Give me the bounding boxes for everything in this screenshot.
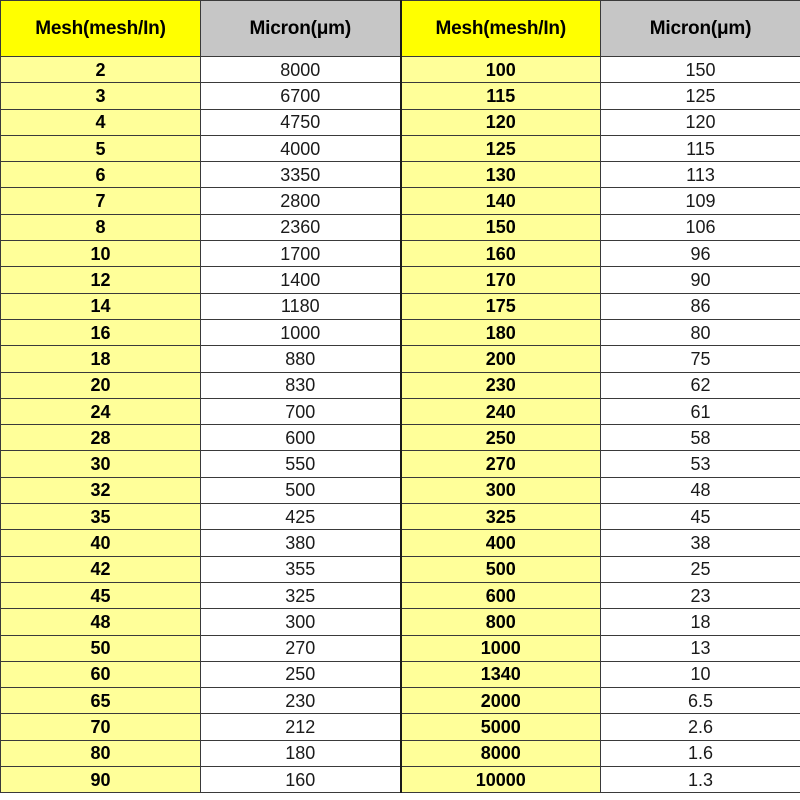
micron-cell-left[interactable]: 4000: [201, 135, 401, 161]
mesh-cell-right[interactable]: 1340: [401, 661, 601, 687]
mesh-cell-right[interactable]: 180: [401, 319, 601, 345]
mesh-cell-left[interactable]: 10: [1, 241, 201, 267]
micron-cell-right[interactable]: 113: [601, 162, 800, 188]
mesh-cell-left[interactable]: 65: [1, 688, 201, 714]
mesh-column-header-right[interactable]: Mesh(mesh/In): [401, 1, 601, 57]
micron-cell-right[interactable]: 62: [601, 372, 800, 398]
table-row: [1, 530, 800, 556]
micron-cell-right[interactable]: 2.6: [601, 714, 800, 740]
table-row: [1, 346, 800, 372]
header-row: [1, 1, 800, 57]
mesh-cell-right[interactable]: 2000: [401, 688, 601, 714]
micron-cell-left[interactable]: 550: [201, 451, 401, 477]
micron-cell-left[interactable]: 4750: [201, 109, 401, 135]
table-row: [1, 451, 800, 477]
micron-cell-left[interactable]: 180: [201, 740, 401, 766]
table-row: [1, 477, 800, 503]
table-row: [1, 162, 800, 188]
table-row: [1, 688, 800, 714]
mesh-cell-left[interactable]: 35: [1, 504, 201, 530]
mesh-cell-left[interactable]: 32: [1, 477, 201, 503]
table-row: [1, 714, 800, 740]
table-row: [1, 319, 800, 345]
mesh-cell-left[interactable]: 2: [1, 57, 201, 83]
micron-cell-right[interactable]: 1.3: [601, 767, 800, 793]
micron-cell-left[interactable]: 2360: [201, 214, 401, 240]
mesh-cell-right[interactable]: 115: [401, 83, 601, 109]
table-row: [1, 398, 800, 424]
mesh-cell-right[interactable]: 270: [401, 451, 601, 477]
micron-cell-left[interactable]: 230: [201, 688, 401, 714]
micron-cell-right[interactable]: 61: [601, 398, 800, 424]
table-row: [1, 293, 800, 319]
table-row: [1, 267, 800, 293]
micron-cell-left[interactable]: 270: [201, 635, 401, 661]
mesh-cell-left[interactable]: 5: [1, 135, 201, 161]
micron-cell-right[interactable]: 23: [601, 582, 800, 608]
table-row: [1, 425, 800, 451]
mesh-cell-right[interactable]: 500: [401, 556, 601, 582]
micron-cell-left[interactable]: 425: [201, 504, 401, 530]
mesh-cell-right[interactable]: 10000: [401, 767, 601, 793]
micron-cell-left[interactable]: 1400: [201, 267, 401, 293]
table-row: [1, 582, 800, 608]
mesh-cell-left[interactable]: 50: [1, 635, 201, 661]
table-row: [1, 504, 800, 530]
mesh-cell-left[interactable]: 40: [1, 530, 201, 556]
micron-cell-left[interactable]: 1700: [201, 241, 401, 267]
micron-cell-right[interactable]: 38: [601, 530, 800, 556]
micron-cell-right[interactable]: 90: [601, 267, 800, 293]
micron-cell-left[interactable]: 3350: [201, 162, 401, 188]
micron-cell-right[interactable]: 120: [601, 109, 800, 135]
micron-cell-right[interactable]: 86: [601, 293, 800, 319]
mesh-cell-right[interactable]: 125: [401, 135, 601, 161]
table-row: [1, 188, 800, 214]
mesh-cell-left[interactable]: 60: [1, 661, 201, 687]
mesh-cell-right[interactable]: 120: [401, 109, 601, 135]
mesh-cell-right[interactable]: 140: [401, 188, 601, 214]
mesh-cell-left[interactable]: 90: [1, 767, 201, 793]
mesh-cell-left[interactable]: 4: [1, 109, 201, 135]
mesh-cell-right[interactable]: 130: [401, 162, 601, 188]
micron-cell-left[interactable]: 830: [201, 372, 401, 398]
mesh-cell-right[interactable]: 800: [401, 609, 601, 635]
mesh-cell-right[interactable]: 400: [401, 530, 601, 556]
micron-cell-right[interactable]: 13: [601, 635, 800, 661]
mesh-cell-right[interactable]: 1000: [401, 635, 601, 661]
mesh-cell-right[interactable]: 230: [401, 372, 601, 398]
micron-cell-right[interactable]: 53: [601, 451, 800, 477]
table-row: [1, 109, 800, 135]
micron-cell-left[interactable]: 1180: [201, 293, 401, 319]
mesh-cell-left[interactable]: 28: [1, 425, 201, 451]
mesh-cell-left[interactable]: 12: [1, 267, 201, 293]
table-row: [1, 241, 800, 267]
micron-cell-left[interactable]: 380: [201, 530, 401, 556]
micron-cell-left[interactable]: 600: [201, 425, 401, 451]
mesh-cell-left[interactable]: 42: [1, 556, 201, 582]
micron-cell-right[interactable]: 80: [601, 319, 800, 345]
mesh-cell-right[interactable]: 8000: [401, 740, 601, 766]
table-row: [1, 135, 800, 161]
mesh-cell-left[interactable]: 16: [1, 319, 201, 345]
micron-cell-right[interactable]: 125: [601, 83, 800, 109]
table-row: [1, 609, 800, 635]
micron-cell-left[interactable]: 1000: [201, 319, 401, 345]
mesh-cell-left[interactable]: 14: [1, 293, 201, 319]
table-row: [1, 635, 800, 661]
mesh-cell-right[interactable]: 160: [401, 241, 601, 267]
micron-cell-right[interactable]: 48: [601, 477, 800, 503]
micron-cell-left[interactable]: 2800: [201, 188, 401, 214]
micron-cell-right[interactable]: 150: [601, 57, 800, 83]
micron-cell-right[interactable]: 58: [601, 425, 800, 451]
mesh-cell-left[interactable]: 70: [1, 714, 201, 740]
mesh-cell-left[interactable]: 80: [1, 740, 201, 766]
micron-cell-right[interactable]: 25: [601, 556, 800, 582]
mesh-cell-right[interactable]: 5000: [401, 714, 601, 740]
mesh-cell-right[interactable]: 170: [401, 267, 601, 293]
mesh-cell-left[interactable]: 8: [1, 214, 201, 240]
micron-cell-right[interactable]: 18: [601, 609, 800, 635]
mesh-cell-right[interactable]: 100: [401, 57, 601, 83]
table-row: [1, 661, 800, 687]
mesh-cell-left[interactable]: 48: [1, 609, 201, 635]
micron-cell-right[interactable]: 6.5: [601, 688, 800, 714]
table-row: [1, 214, 800, 240]
mesh-cell-right[interactable]: 250: [401, 425, 601, 451]
mesh-cell-left[interactable]: 45: [1, 582, 201, 608]
mesh-cell-right[interactable]: 175: [401, 293, 601, 319]
mesh-cell-right[interactable]: 200: [401, 346, 601, 372]
micron-cell-left[interactable]: 160: [201, 767, 401, 793]
micron-cell-left[interactable]: 500: [201, 477, 401, 503]
mesh-cell-left[interactable]: 3: [1, 83, 201, 109]
micron-cell-left[interactable]: 355: [201, 556, 401, 582]
table-body: [1, 57, 800, 793]
mesh-cell-right[interactable]: 325: [401, 504, 601, 530]
table-row: [1, 767, 800, 793]
mesh-cell-left[interactable]: 20: [1, 372, 201, 398]
mesh-cell-right[interactable]: 240: [401, 398, 601, 424]
micron-cell-right[interactable]: 75: [601, 346, 800, 372]
table-row: [1, 57, 800, 83]
micron-cell-left[interactable]: 300: [201, 609, 401, 635]
mesh-cell-left[interactable]: 7: [1, 188, 201, 214]
mesh-cell-right[interactable]: 300: [401, 477, 601, 503]
micron-cell-left[interactable]: 325: [201, 582, 401, 608]
micron-cell-left[interactable]: 6700: [201, 83, 401, 109]
table-row: [1, 740, 800, 766]
micron-cell-left[interactable]: 700: [201, 398, 401, 424]
micron-cell-left[interactable]: 880: [201, 346, 401, 372]
mesh-cell-left[interactable]: 6: [1, 162, 201, 188]
micron-cell-right[interactable]: 96: [601, 241, 800, 267]
micron-cell-left[interactable]: 250: [201, 661, 401, 687]
mesh-column-header-left[interactable]: Mesh(mesh/In): [1, 1, 201, 57]
table-row: [1, 372, 800, 398]
table-row: [1, 83, 800, 109]
micron-cell-right[interactable]: 1.6: [601, 740, 800, 766]
micron-cell-left[interactable]: 8000: [201, 57, 401, 83]
micron-cell-right[interactable]: 106: [601, 214, 800, 240]
table-row: [1, 556, 800, 582]
mesh-cell-left[interactable]: 24: [1, 398, 201, 424]
mesh-cell-left[interactable]: 18: [1, 346, 201, 372]
micron-cell-right[interactable]: 10: [601, 661, 800, 687]
mesh-cell-right[interactable]: 150: [401, 214, 601, 240]
mesh-cell-right[interactable]: 600: [401, 582, 601, 608]
micron-cell-right[interactable]: 115: [601, 135, 800, 161]
micron-column-header-left[interactable]: Micron(μm): [201, 1, 401, 57]
mesh-cell-left[interactable]: 30: [1, 451, 201, 477]
micron-column-header-right[interactable]: Micron(μm): [601, 1, 800, 57]
micron-cell-right[interactable]: 45: [601, 504, 800, 530]
micron-cell-left[interactable]: 212: [201, 714, 401, 740]
micron-cell-right[interactable]: 109: [601, 188, 800, 214]
